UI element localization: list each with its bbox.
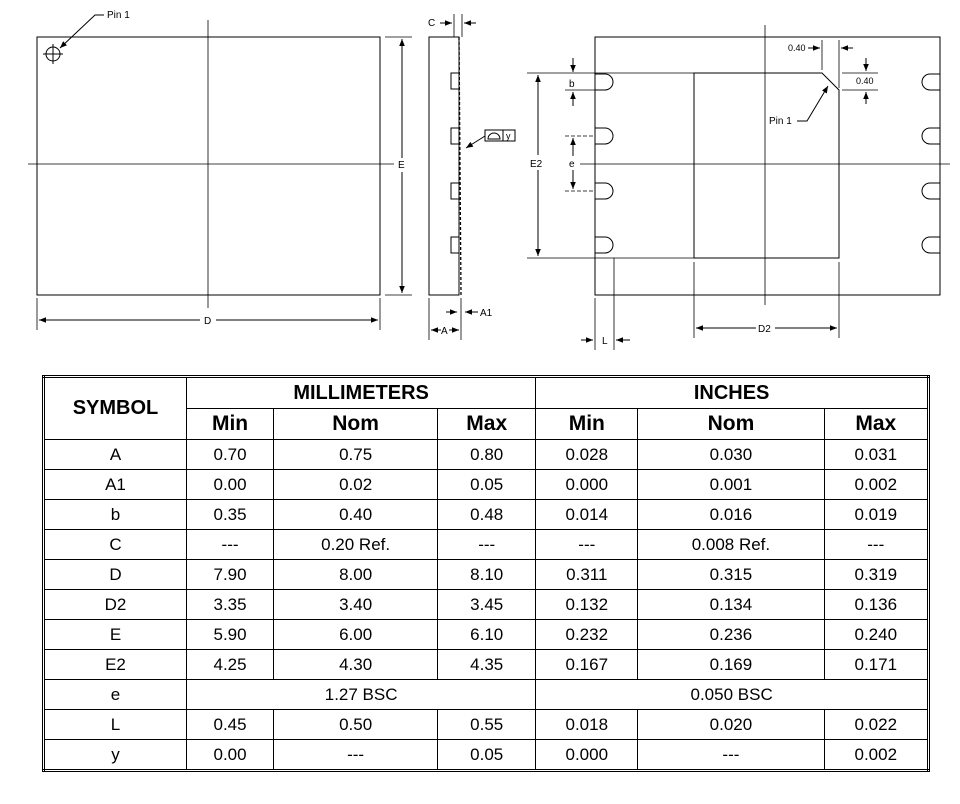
cell: 3.40: [274, 590, 438, 620]
cell: 0.80: [438, 440, 536, 470]
table-row: [44, 500, 929, 530]
cell: 3.45: [438, 590, 536, 620]
dim-C-label: C: [428, 18, 436, 29]
dim-D2-label: D2: [758, 324, 771, 335]
cell: 0.319: [824, 560, 928, 590]
mm-min-header: Min: [187, 409, 274, 440]
cell: 0.40: [274, 500, 438, 530]
cell: 0.55: [438, 710, 536, 740]
table-row: [44, 740, 929, 771]
cell: 0.45: [187, 710, 274, 740]
cell: 0.016: [638, 500, 824, 530]
row-symbol: L: [44, 710, 187, 740]
row-symbol: D: [44, 560, 187, 590]
cell: 0.48: [438, 500, 536, 530]
in-max-header: Max: [824, 409, 928, 440]
cell-span: 0.050 BSC: [536, 680, 929, 710]
table-row: [44, 560, 929, 590]
millimeters-header: MILLIMETERS: [187, 377, 536, 409]
table-row: [44, 620, 929, 650]
cell: 0.001: [638, 470, 824, 500]
row-symbol: D2: [44, 590, 187, 620]
cell: 4.25: [187, 650, 274, 680]
dim-D-label: D: [204, 316, 212, 327]
cell: ---: [638, 740, 824, 771]
cell: 0.028: [536, 440, 638, 470]
cell-span: 1.27 BSC: [187, 680, 536, 710]
cell: 0.136: [824, 590, 928, 620]
cell: 0.132: [536, 590, 638, 620]
cell: 0.008 Ref.: [638, 530, 824, 560]
table-row: [44, 470, 929, 500]
cell: 0.05: [438, 470, 536, 500]
bottom-view: [527, 25, 950, 350]
top-view: [28, 15, 412, 330]
cell: 6.10: [438, 620, 536, 650]
cell: 0.236: [638, 620, 824, 650]
pin1-marker-icon: [43, 44, 63, 64]
cell: 0.167: [536, 650, 638, 680]
cell: 0.05: [438, 740, 536, 771]
cell: 0.00: [187, 740, 274, 771]
cell: 0.35: [187, 500, 274, 530]
pin1-label-top: Pin 1: [107, 10, 130, 21]
chamfer-v-label: 0.40: [856, 76, 874, 86]
cell: ---: [824, 530, 928, 560]
cell: 0.00: [187, 470, 274, 500]
table-row: [44, 710, 929, 740]
table-row: [44, 650, 929, 680]
cell: 0.311: [536, 560, 638, 590]
cell: 0.20 Ref.: [274, 530, 438, 560]
mm-max-header: Max: [438, 409, 536, 440]
cell: 8.00: [274, 560, 438, 590]
cell: 3.35: [187, 590, 274, 620]
cell: 0.019: [824, 500, 928, 530]
in-min-header: Min: [536, 409, 638, 440]
cell: 0.031: [824, 440, 928, 470]
cell: ---: [187, 530, 274, 560]
cell: 0.020: [638, 710, 824, 740]
cell: ---: [274, 740, 438, 771]
dim-E-label: E: [398, 160, 405, 171]
dim-L-label: L: [602, 336, 608, 347]
row-symbol: b: [44, 500, 187, 530]
cell: 0.000: [536, 470, 638, 500]
row-symbol: E2: [44, 650, 187, 680]
cell: 0.315: [638, 560, 824, 590]
in-nom-header: Nom: [638, 409, 824, 440]
row-symbol: C: [44, 530, 187, 560]
chamfer-h-label: 0.40: [788, 43, 806, 53]
row-symbol: E: [44, 620, 187, 650]
cell: 0.030: [638, 440, 824, 470]
cell: 0.50: [274, 710, 438, 740]
cell: 0.002: [824, 470, 928, 500]
cell: 5.90: [187, 620, 274, 650]
cell: 0.169: [638, 650, 824, 680]
cell: 6.00: [274, 620, 438, 650]
cell: 0.018: [536, 710, 638, 740]
table-row: [44, 440, 929, 470]
mm-nom-header: Nom: [274, 409, 438, 440]
cell: 4.30: [274, 650, 438, 680]
row-symbol: e: [44, 680, 187, 710]
flatness-symbol-icon: [485, 130, 515, 141]
cell: ---: [438, 530, 536, 560]
cell: 0.000: [536, 740, 638, 771]
table-row: [44, 680, 929, 710]
dim-A1-label: A1: [480, 308, 493, 319]
flatness-y-label: y: [506, 131, 511, 141]
symbol-header: SYMBOL: [44, 377, 187, 440]
dimension-table: [42, 375, 930, 772]
pin1-label-bottom: Pin 1: [769, 116, 792, 127]
table-row: [44, 530, 929, 560]
cell: 0.70: [187, 440, 274, 470]
cell: 8.10: [438, 560, 536, 590]
row-symbol: A: [44, 440, 187, 470]
cell: 0.022: [824, 710, 928, 740]
table-row: [44, 590, 929, 620]
row-symbol: y: [44, 740, 187, 771]
package-outline-drawing: [0, 0, 960, 360]
cell: 0.134: [638, 590, 824, 620]
row-symbol: A1: [44, 470, 187, 500]
cell: 0.240: [824, 620, 928, 650]
cell: 4.35: [438, 650, 536, 680]
cell: 7.90: [187, 560, 274, 590]
cell: 0.014: [536, 500, 638, 530]
dim-e-label: e: [569, 159, 575, 170]
inches-header: INCHES: [536, 377, 929, 409]
cell: 0.232: [536, 620, 638, 650]
side-view: [429, 14, 515, 340]
cell: 0.02: [274, 470, 438, 500]
dim-A-label: A: [441, 326, 448, 337]
cell: ---: [536, 530, 638, 560]
cell: 0.75: [274, 440, 438, 470]
dim-b-label: b: [569, 79, 575, 90]
cell: 0.171: [824, 650, 928, 680]
dim-E2-label: E2: [530, 159, 543, 170]
cell: 0.002: [824, 740, 928, 771]
